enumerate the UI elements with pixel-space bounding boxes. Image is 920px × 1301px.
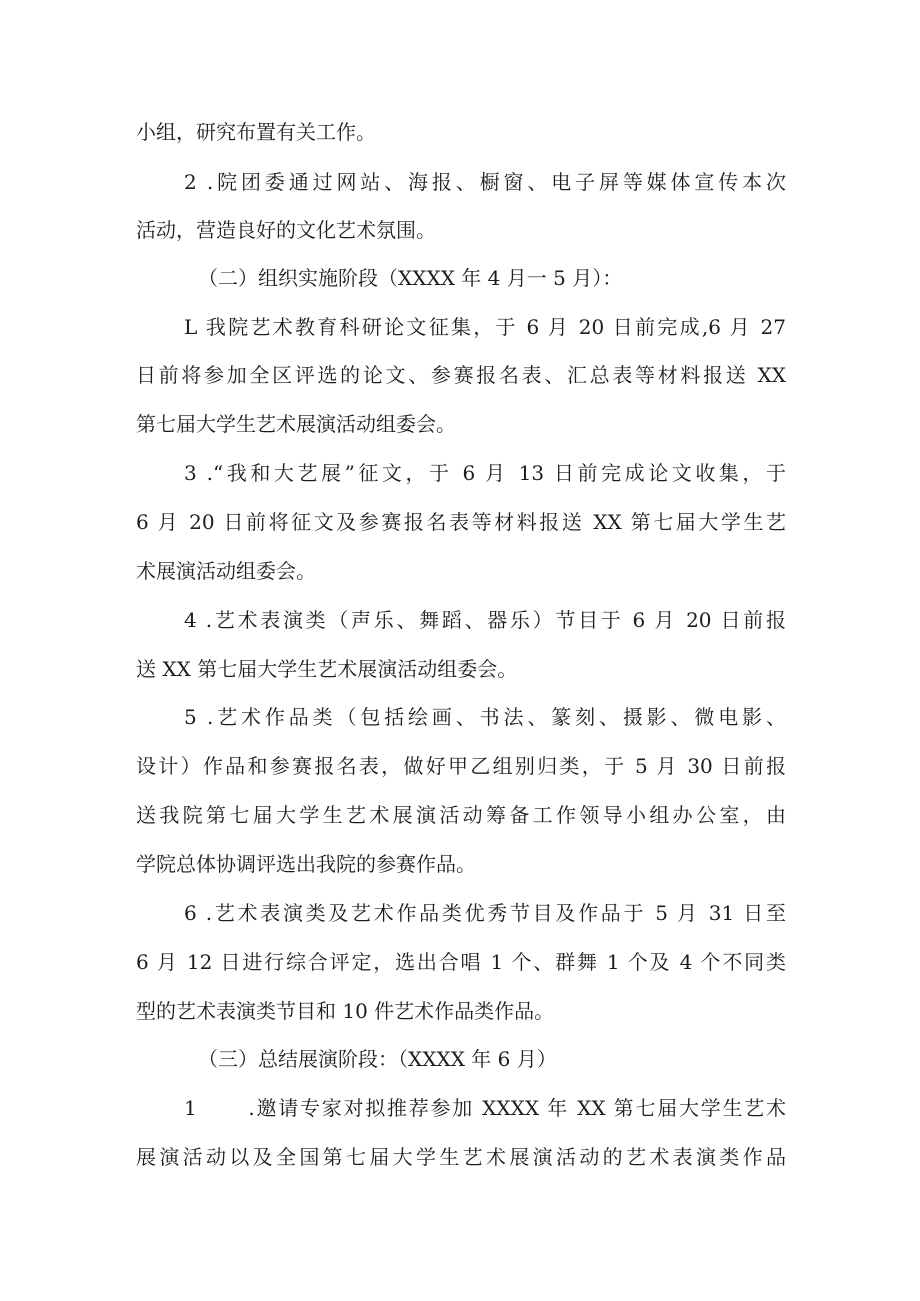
text-line: 5 .艺术作品类（包括绘画、书法、篆刻、摄影、微电影、 [184,705,786,729]
text-line: 2 .院团委通过网站、海报、橱窗、电子屏等媒体宣传本次 [184,170,786,194]
section-heading: （三）总结展演阶段：（XXXX 年 6 月） [198,1047,557,1071]
text-line: 术展演活动组委会。 [136,559,316,583]
text-line: 设计）作品和参赛报名表，做好甲乙组别归类，于 5 月 30 日前报 [136,754,786,778]
text-line: 展演活动以及全国第七届大学生艺术展演活动的艺术表演类作品 [136,1145,786,1169]
text-line: 日前将参加全区评选的论文、参赛报名表、汇总表等材料报送 XX [136,363,786,387]
text-line: 6 .艺术表演类及艺术作品类优秀节目及作品于 5 月 31 日至 [184,901,786,925]
text-line: 3 .“我和大艺展”征文，于 6 月 13 日前完成论文收集，于 [184,461,786,485]
text-line: 6 月 20 日前将征文及参赛报名表等材料报送 XX 第七届大学生艺 [136,510,786,534]
text-line: 4 .艺术表演类（声乐、舞蹈、器乐）节目于 6 月 20 日前报 [184,608,786,632]
text-line: L 我院艺术教育科研论文征集，于 6 月 20 日前完成,6 月 27 [184,315,786,339]
text-line: 学院总体协调评选出我院的参赛作品。 [136,852,476,876]
text-line: 6 月 12 日进行综合评定，选出合唱 1 个、群舞 1 个及 4 个不同类 [136,950,786,974]
text-line: 送我院第七届大学生艺术展演活动筹备工作领导小组办公室，由 [136,803,786,827]
text-line: 小组，研究布置有关工作。 [136,120,376,144]
text-line: 型的艺术表演类节目和 10 件艺术作品类作品。 [136,999,555,1023]
text-line: 送 XX 第七届大学生艺术展演活动组委会。 [136,657,518,681]
section-heading: （二）组织实施阶段（XXXX 年 4 月一 5 月）： [198,266,623,290]
text-line: 1 .邀请专家对拟推荐参加 XXXX 年 XX 第七届大学生艺术 [184,1096,786,1120]
text-line: 第七届大学生艺术展演活动组委会。 [136,412,456,436]
text-line: 活动，营造良好的文化艺术氛围。 [136,218,436,242]
